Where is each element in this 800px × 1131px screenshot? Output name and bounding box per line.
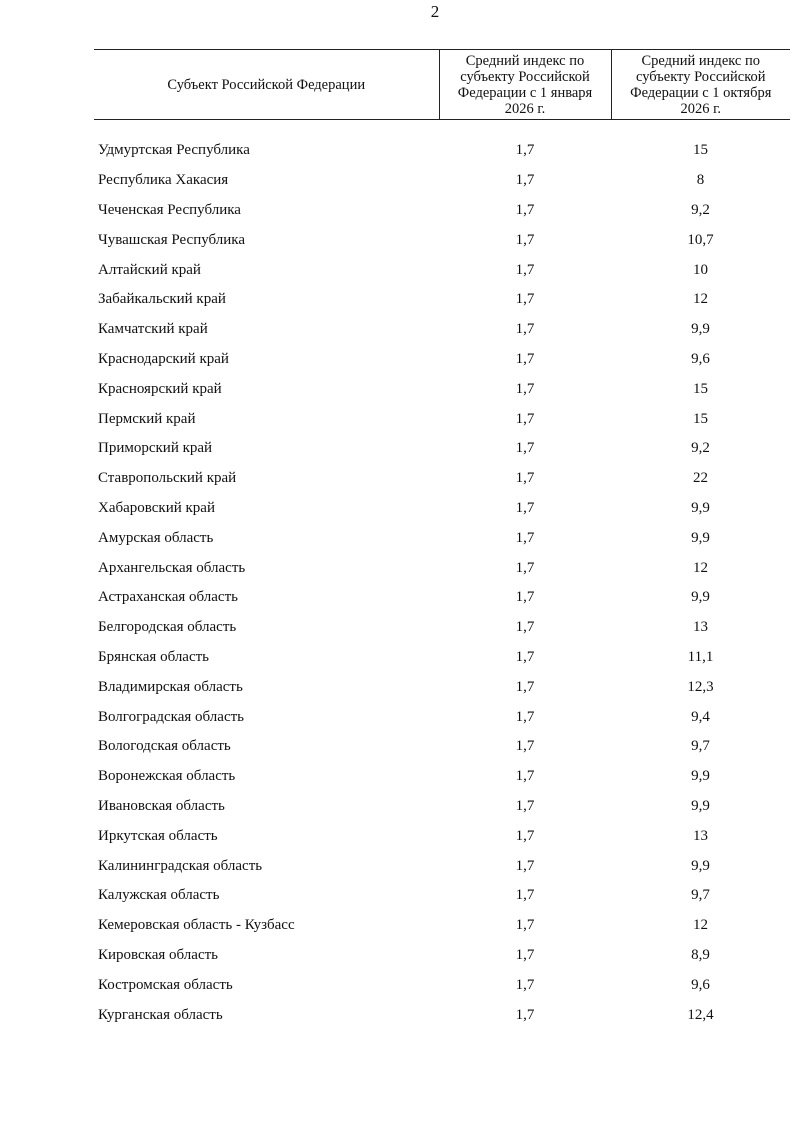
index-jan-cell: 1,7 [515,619,535,636]
index-oct-cell: 10,7 [687,231,714,248]
index-oct-cell: 8,9 [691,946,710,963]
table-row [94,851,790,881]
table-row [94,285,790,315]
index-oct-cell: 13 [693,619,708,636]
subject-cell: Красноярский край [98,380,222,397]
table-row [94,911,790,941]
subject-cell: Забайкальский край [98,291,226,308]
table-row [94,941,790,971]
table-row [94,702,790,732]
index-oct-cell: 15 [693,410,708,427]
subject-cell: Пермский край [98,410,196,427]
subject-cell: Кировская область [98,946,219,963]
header-subject-text: Субъект Российской Федерации [167,77,366,93]
table-row [94,643,790,673]
index-jan-cell: 1,7 [515,440,535,457]
index-jan-cell: 1,7 [515,201,535,218]
page-number: 2 [430,2,440,21]
subject-cell: Ивановская область [98,797,225,814]
header-index-jan-text: Средний индекс по субъекту Российской Федерации с 1 января 2026 г. [457,53,593,117]
subject-cell: Кемеровская область - Кузбасс [98,917,295,934]
table-row [94,583,790,613]
index-oct-cell: 11,1 [687,648,714,665]
table-row [94,136,790,166]
subject-cell: Ставропольский край [98,470,237,487]
table-row [94,494,790,524]
index-oct-cell: 9,9 [691,797,710,814]
index-oct-cell: 8 [696,172,705,189]
table-row [94,374,790,404]
index-oct-cell: 9,6 [691,350,710,367]
index-jan-cell: 1,7 [515,589,535,606]
index-oct-cell: 9,2 [691,440,710,457]
index-jan-cell: 1,7 [515,708,535,725]
index-oct-cell: 12,4 [687,1006,714,1023]
table-row [94,613,790,643]
header-index-oct [611,50,790,120]
table-row [94,523,790,553]
index-oct-cell: 15 [693,142,708,159]
subject-cell: Воронежская область [98,768,236,785]
index-oct-cell: 9,9 [691,499,710,516]
subject-cell: Чувашская Республика [98,231,246,248]
index-oct-cell: 22 [693,470,708,487]
table-row [94,464,790,494]
index-oct-cell: 12 [693,291,708,308]
index-jan-cell: 1,7 [515,976,535,993]
table-row [94,315,790,345]
index-oct-cell: 9,7 [691,887,710,904]
index-oct-cell: 13 [693,827,708,844]
index-jan-cell: 1,7 [515,499,535,516]
subject-cell: Камчатский край [98,321,208,338]
index-jan-cell: 1,7 [515,321,535,338]
index-oct-cell: 9,2 [691,201,710,218]
index-jan-cell: 1,7 [515,172,535,189]
subject-cell: Амурская область [98,529,214,546]
index-jan-cell: 1,7 [515,559,535,576]
index-oct-cell: 12,3 [687,678,714,695]
table-row [94,672,790,702]
subject-cell: Костромская область [98,976,233,993]
index-jan-cell: 1,7 [515,648,535,665]
index-jan-cell: 1,7 [515,350,535,367]
index-oct-cell: 10 [693,261,708,278]
index-jan-cell: 1,7 [515,410,535,427]
index-oct-cell: 9,9 [691,529,710,546]
header-subject [94,50,439,120]
table-row [94,434,790,464]
index-jan-cell: 1,7 [515,261,535,278]
index-oct-cell: 9,9 [691,768,710,785]
subject-cell: Удмуртская Республика [98,142,250,159]
subject-cell: Чеченская Республика [98,201,241,218]
index-jan-cell: 1,7 [515,887,535,904]
subject-cell: Архангельская область [98,559,246,576]
subject-cell: Брянская область [98,648,210,665]
table-header-row [94,50,790,120]
index-oct-cell: 12 [693,559,708,576]
table-row [94,553,790,583]
header-spacer [94,120,790,137]
index-jan-cell: 1,7 [515,380,535,397]
header-index-jan [439,50,611,120]
table-row [94,196,790,226]
subject-cell: Иркутская область [98,827,218,844]
table-row [94,345,790,375]
subject-cell: Краснодарский край [98,350,229,367]
subject-cell: Волгоградская область [98,708,244,725]
index-oct-cell: 9,9 [691,857,710,874]
index-jan-cell: 1,7 [515,470,535,487]
table-row [94,792,790,822]
index-jan-cell: 1,7 [515,529,535,546]
subject-cell: Курганская область [98,1006,223,1023]
index-jan-cell: 1,7 [515,142,535,159]
table-row [94,881,790,911]
subject-cell: Калужская область [98,887,220,904]
index-oct-cell: 9,6 [691,976,710,993]
table-row [94,1000,790,1030]
subject-cell: Белгородская область [98,619,237,636]
index-jan-cell: 1,7 [515,738,535,755]
index-oct-cell: 9,9 [691,589,710,606]
subject-cell: Владимирская область [98,678,243,695]
table-row [94,821,790,851]
subject-cell: Калининградская область [98,857,263,874]
index-oct-cell: 15 [693,380,708,397]
header-index-oct-text: Средний индекс по субъекту Российской Федерации с 1 октября 2026 г. [630,53,772,117]
index-jan-cell: 1,7 [515,917,535,934]
index-jan-cell: 1,7 [515,797,535,814]
index-jan-cell: 1,7 [515,291,535,308]
index-oct-cell: 9,7 [691,738,710,755]
index-oct-cell: 9,4 [691,708,710,725]
index-table [94,49,790,1030]
index-oct-cell: 12 [693,917,708,934]
index-jan-cell: 1,7 [515,768,535,785]
index-jan-cell: 1,7 [515,946,535,963]
table-row [94,404,790,434]
table-row [94,970,790,1000]
subject-cell: Алтайский край [98,261,201,278]
index-oct-cell: 9,9 [691,321,710,338]
subject-cell: Вологодская область [98,738,231,755]
subject-cell: Приморский край [98,440,213,457]
index-jan-cell: 1,7 [515,857,535,874]
index-jan-cell: 1,7 [515,1006,535,1023]
index-jan-cell: 1,7 [515,827,535,844]
table-row [94,255,790,285]
subject-cell: Астраханская область [98,589,238,606]
table-row [94,225,790,255]
subject-cell: Хабаровский край [98,499,215,516]
table-row [94,762,790,792]
index-jan-cell: 1,7 [515,678,535,695]
index-jan-cell: 1,7 [515,231,535,248]
table-row [94,166,790,196]
subject-cell: Республика Хакасия [98,172,229,189]
table-row [94,732,790,762]
